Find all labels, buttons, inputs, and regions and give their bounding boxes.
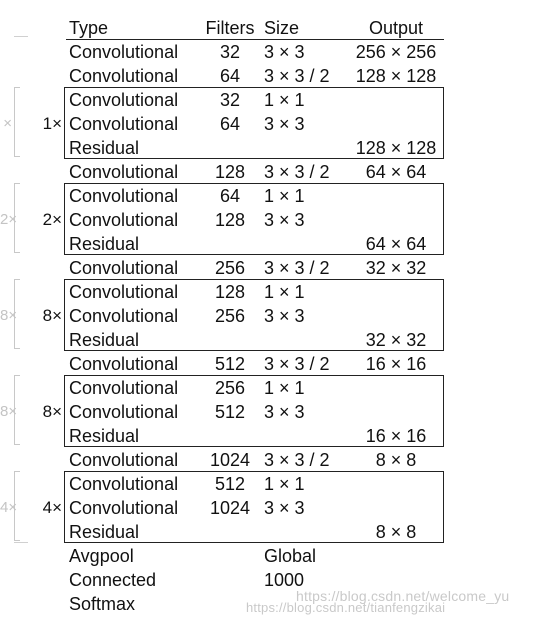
layer-type: Convolutional (69, 90, 179, 110)
layer-filters: 512 (214, 354, 246, 374)
layer-output: 8 × 8 (375, 522, 417, 542)
layer-output: 16 × 16 (365, 426, 427, 446)
layer-type: Softmax (69, 594, 136, 614)
table-row (0, 64, 536, 88)
layer-filters: 64 (219, 186, 241, 206)
layer-filters: 1024 (209, 450, 251, 470)
header-type: Type (69, 18, 109, 38)
watermark-line-1: https://blog.csdn.net/welcome_yu (296, 588, 510, 604)
layer-size: 3 × 3 (264, 210, 305, 230)
table-row (0, 472, 536, 496)
layer-type: Connected (69, 570, 157, 590)
table-row (0, 184, 536, 208)
layer-type: Residual (69, 138, 140, 158)
layer-type: Residual (69, 522, 140, 542)
table-row (0, 232, 536, 256)
layer-type: Convolutional (69, 450, 179, 470)
ghost-mult-3: 8× (0, 307, 18, 324)
layer-size: 3 × 3 / 2 (264, 66, 330, 86)
layer-type: Convolutional (69, 402, 179, 422)
table-row (0, 112, 536, 136)
table-row (0, 448, 536, 472)
layer-filters: 512 (214, 474, 246, 494)
layer-size: 3 × 3 (264, 498, 305, 518)
layer-size: 1 × 1 (264, 90, 305, 110)
header-filters: Filters (205, 18, 255, 38)
layer-size: 3 × 3 (264, 114, 305, 134)
layer-size: 3 × 3 (264, 306, 305, 326)
layer-filters: 256 (214, 378, 246, 398)
table-row (0, 136, 536, 160)
layer-filters: 1024 (209, 498, 251, 518)
repeat-multiplier: 1× (42, 114, 62, 133)
layer-type: Convolutional (69, 306, 179, 326)
layer-size: 1 × 1 (264, 282, 305, 302)
table-row (0, 520, 536, 544)
table-row (0, 40, 536, 64)
layer-output: 64 × 64 (365, 234, 427, 254)
layer-output: 128 × 128 (355, 66, 437, 86)
table-row (0, 208, 536, 232)
layer-size: 3 × 3 (264, 402, 305, 422)
watermark-line-2: https://blog.csdn.net/tianfengzikai (246, 600, 446, 615)
layer-size: 3 × 3 / 2 (264, 450, 330, 470)
layer-type: Residual (69, 426, 140, 446)
layer-type: Convolutional (69, 498, 179, 518)
layer-size: 1 × 1 (264, 378, 305, 398)
layer-type: Convolutional (69, 282, 179, 302)
table-row (0, 256, 536, 280)
layer-output: 32 × 32 (365, 258, 427, 278)
layer-filters: 128 (214, 162, 246, 182)
layer-type: Convolutional (69, 162, 179, 182)
repeat-multiplier: 2× (42, 210, 62, 229)
layer-size: 3 × 3 / 2 (264, 258, 330, 278)
header-size: Size (264, 18, 300, 38)
layer-filters: 512 (214, 402, 246, 422)
layer-type: Avgpool (69, 546, 134, 566)
table-row (0, 496, 536, 520)
layer-output: 256 × 256 (355, 42, 437, 62)
layer-output: 32 × 32 (365, 330, 427, 350)
layer-output: 8 × 8 (375, 450, 417, 470)
ghost-mult-2: 2× (0, 211, 18, 228)
layer-type: Convolutional (69, 378, 179, 398)
layer-type: Convolutional (69, 258, 179, 278)
ghost-top-line (14, 36, 28, 37)
layer-type: Convolutional (69, 42, 179, 62)
layer-type: Residual (69, 330, 140, 350)
layer-output: 16 × 16 (365, 354, 427, 374)
layer-filters: 32 (219, 42, 241, 62)
layer-filters: 256 (214, 258, 246, 278)
layer-size: 3 × 3 / 2 (264, 162, 330, 182)
layer-type: Convolutional (69, 210, 179, 230)
layer-type: Residual (69, 234, 140, 254)
layer-type: Convolutional (69, 186, 179, 206)
table-row (0, 304, 536, 328)
repeat-multiplier: 8× (42, 402, 62, 421)
layer-type: Convolutional (69, 114, 179, 134)
table-header (0, 16, 536, 40)
repeat-multiplier: 4× (42, 498, 62, 517)
ghost-mult-5: 4× (0, 499, 18, 516)
layer-size: 1000 (264, 570, 305, 590)
layer-type: Convolutional (69, 354, 179, 374)
repeat-multiplier: 8× (42, 306, 62, 325)
table-row (0, 352, 536, 376)
table-row (0, 544, 536, 568)
layer-type: Convolutional (69, 66, 179, 86)
table-row (0, 376, 536, 400)
layer-size: 3 × 3 (264, 42, 305, 62)
layer-size: 3 × 3 / 2 (264, 354, 330, 374)
table-row (0, 160, 536, 184)
table-row (0, 328, 536, 352)
layer-filters: 64 (219, 66, 241, 86)
layer-size: 1 × 1 (264, 186, 305, 206)
layer-filters: 128 (214, 282, 246, 302)
layer-output: 128 × 128 (355, 138, 437, 158)
ghost-mult-1: × (3, 115, 12, 132)
table-row (0, 400, 536, 424)
layer-type: Convolutional (69, 474, 179, 494)
header-output: Output (368, 18, 424, 38)
layer-filters: 128 (214, 210, 246, 230)
table-row (0, 424, 536, 448)
table-row (0, 280, 536, 304)
table-row (0, 88, 536, 112)
layer-size: Global (264, 546, 317, 566)
layer-filters: 32 (219, 90, 241, 110)
layer-size: 1 × 1 (264, 474, 305, 494)
ghost-mult-4: 8× (0, 403, 18, 420)
layer-filters: 64 (219, 114, 241, 134)
layer-filters: 256 (214, 306, 246, 326)
layer-output: 64 × 64 (365, 162, 427, 182)
